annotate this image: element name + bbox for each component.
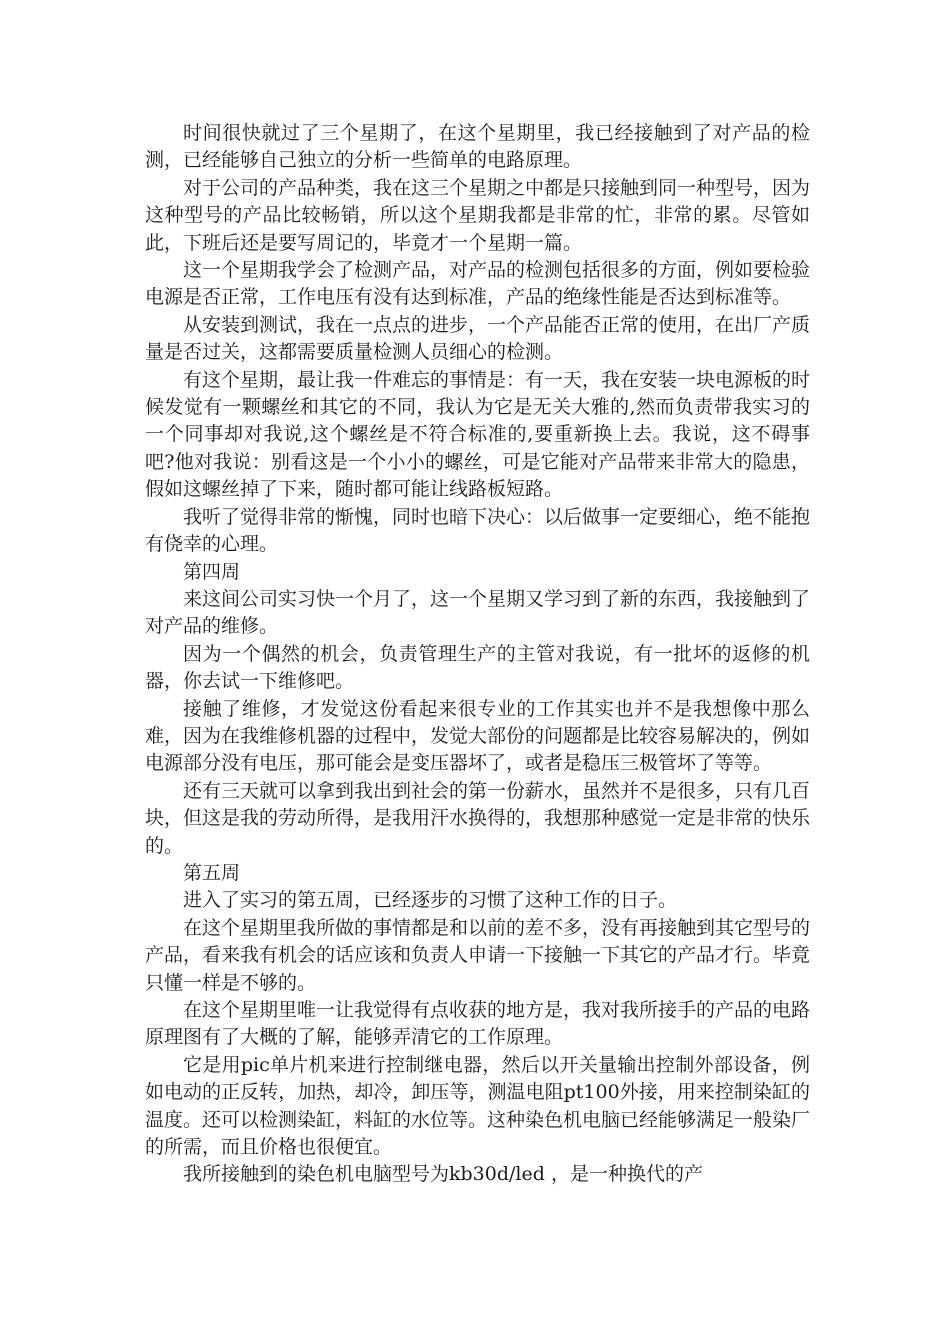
paragraph-8: 因为一个偶然的机会，负责管理生产的主管对我说，有一批坏的返修的机器，你去试一下维修吧。 [145,642,810,693]
paragraph-4: 从安装到测试，我在一点点的进步，一个产品能否正常的使用，在出厂产质量是否过关，这都需要质量检测人员细心的检测。 [145,313,811,364]
section-heading-week-5: 第五周 [183,861,241,884]
paragraph-13: 在这个星期里唯一让我觉得有点收获的地方是，我对我所接手的产品的电路原理图有了大概的了解，能够弄清它的工作原理。 [145,999,811,1049]
document-body [145,120,810,1189]
paragraph-11: 进入了实习的第五周，已经逐步的习惯了这种工作的日子。 [183,889,678,912]
paragraph-5: 有这个星期，最让我一件难忘的事情是：有一天，我在安装一块电源板的时候发觉有一颗螺丝和其它的不同，我认为它是无关大雅的,然而负责带我实习的一个同事却对我说,这个螺丝是不符合标准的,要重新换上去。我说，这不碍事吧?他对我说：别看这是一个小小的螺丝，可是它能对产品带来非常大的隐患，假如这螺丝掉了下来，随时都可能让线路板短路。 [145,368,811,501]
paragraph-3: 这一个星期我学会了检测产品，对产品的检测包括很多的方面，例如要检验电源是否正常，工作电压有没有达到标准，产品的绝缘性能是否达到标准等。 [145,259,811,309]
paragraph-12: 在这个星期里我所做的事情都是和以前的差不多，没有再接触到其它型号的产品，看来我有机会的话应该和负责人申请一下接触一下其它的产品才行。毕竟只懂一样是不够的。 [145,916,811,994]
section-heading-week-4: 第四周 [183,560,241,583]
paragraph-7: 来这间公司实习快一个月了，这一个星期又学习到了新的东西，我接触到了对产品的维修。 [145,587,811,638]
paragraph-10: 还有三天就可以拿到我出到社会的第一份薪水，虽然并不是很多，只有几百块，但这是我的劳动所得，是我用汗水换得的，我想那种感觉一定是非常的快乐的。 [145,779,811,857]
paragraph-1: 时间很快就过了三个星期了，在这个星期里，我已经接触到了对产品的检测，已经能够自己独立的分析一些简单的电路原理。 [145,122,810,172]
paragraph-9: 接触了维修，才发觉这份看起来很专业的工作其实也并不是我想像中那么难，因为在我维修机器的过程中，发觉大部份的问题都是比较容易解决的，例如电源部分没有电压，那可能会是变压器坏了，或者是稳压三极管坏了等等。 [145,697,811,775]
paragraph-14: 它是用pic单片机来进行控制继电器，然后以开关量输出控制外部设备，例如电动的正反转，加热，却冷，卸压等，测温电阻pt100外接，用来控制染缸的温度。还可以检测染缸，料缸的水位等。这种染色机电脑已经能够满足一般染厂的所需，而且价格也很便宜。 [145,1053,811,1159]
paragraph-6: 我听了觉得非常的惭愧，同时也暗下决心：以后做事一定要细心，绝不能抱有侥幸的心理。 [145,505,811,556]
paragraph-2: 对于公司的产品种类，我在这三个星期之中都是只接触到同一种型号，因为这种型号的产品比较畅销，所以这个星期我都是非常的忙，非常的累。尽管如此，下班后还是要写周记的，毕竟才一个星期一篇。 [145,176,811,254]
paragraph-15: 我所接触到的染色机电脑型号为kb30d/led ，是一种换代的产 [183,1163,703,1186]
